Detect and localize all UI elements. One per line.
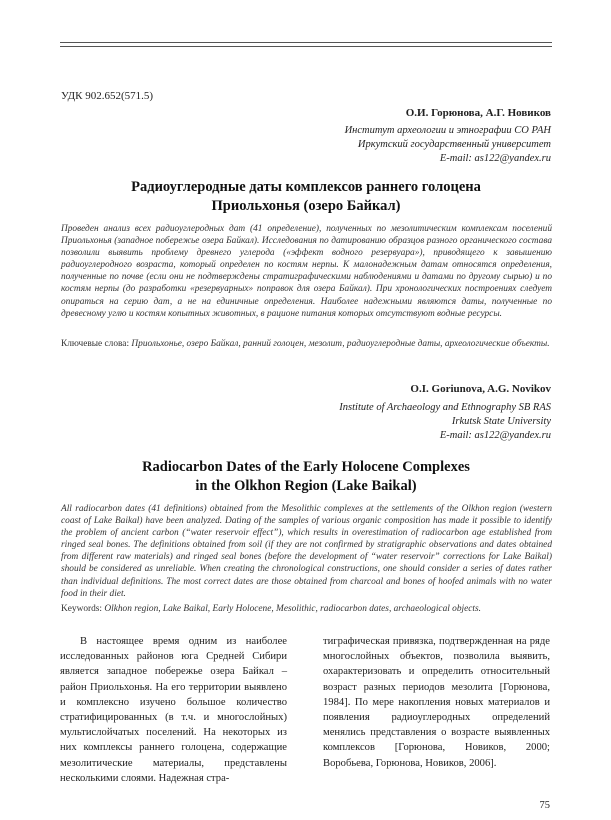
title-ru-line2: Приольхонья (озеро Байкал) bbox=[211, 198, 401, 214]
header-rule-thin bbox=[60, 46, 552, 47]
affiliation-en bbox=[339, 401, 551, 443]
title-en-line1: Radiocarbon Dates of the Early Holocene Complexes bbox=[142, 459, 470, 475]
keywords-en-text: Olkhon region, Lake Baikal, Early Holocene, Mesolithic, radiocarbon dates, archaeological objects. bbox=[104, 604, 481, 614]
udk-code: УДК 902.652(571.5) bbox=[61, 90, 154, 102]
title-en bbox=[60, 458, 552, 496]
keywords-ru bbox=[61, 338, 552, 350]
affiliation-en-2: Irkutsk State University bbox=[451, 416, 551, 427]
affiliation-en-1: Institute of Archaeology and Ethnography SB RAS bbox=[339, 402, 551, 413]
title-en-line2: in the Olkhon Region (Lake Baikal) bbox=[195, 478, 417, 494]
keywords-en-label: Keywords: bbox=[61, 604, 103, 614]
body-column-left: В настоящее время одним из наиболее исследованных районов юга Средней Сибири является западное побережье озера Байкал – район Приольхонья. На его территории выявлено и комплексно изучено большое количество стратифицированных (в т.ч. и многослойных) мультислойчатых поселений. На некоторых из них комплексы раннего голоцена, содержащие мезолитические материалы, представлены несколькими слоями. Надежная стра- bbox=[60, 636, 287, 784]
keywords-en bbox=[61, 603, 552, 615]
title-ru bbox=[60, 178, 552, 216]
body-column-right: тиграфическая привязка, подтвержденная на ряде многослойных объектов, позволила выявить, охарактеризовать и определить относительный возраст разных периодов мезолита [Горюнова, 1984]. По мере накопления новых материалов и появления радиоуглеродных определений менялись представления о возрасте выявленных комплексов [Горюнова, Новиков, 2000; Воробьева, Горюнова, Новиков, 2006]. bbox=[323, 636, 550, 769]
keywords-ru-label: Ключевые слова: bbox=[61, 339, 130, 349]
authors-en: O.I. Goriunova, A.G. Novikov bbox=[410, 383, 551, 395]
affiliation-ru bbox=[345, 124, 551, 166]
header-rule-thick bbox=[60, 42, 552, 43]
abstract-en: All radiocarbon dates (41 definitions) obtained from the Mesolithic complexes at the settlements of the Olkhon region (western coast of Lake Baikal) have been analyzed. Dating of the samples of various organic composition has made it possible to identify the problem of ancient carbon (“water reservoir effect”), which results in overestimation of radiocarbon age established from ringed seal bones. The definitions obtained from soil (if they are not confirmed by stratigraphic observations and dates obtained from different raw materials) and ringed seal bones (before the development of “water reservoir” corrections for Lake Baikal) should be considered as unreliable. When creating the chronological constructions, one should consider a series of dates rather than individual definitions. The most correct dates are those obtained from charcoal and bones of hoofed animals with no water food in their diet. bbox=[61, 504, 552, 599]
email-ru: E-mail: as122@yandex.ru bbox=[439, 153, 551, 164]
abstract-ru: Проведен анализ всех радиоуглеродных дат (41 определение), полученных по мезолитическим комплексам поселений Приольхонья (западное побережье озера Байкал). Исследования по датированию образцов разного органического состава позволили выявить проблему древнего углерода («эффект водного резервуара»), приводящего к завышению радиоуглеродного возраста, который определен по костям нерпы. К малонадежным датам относятся определения, полученные по почве (если они не подтверждены стратиграфическими наблюдениями и датами по другому сырью) и по костям нерпы (до разработки «резервуарных» поправок для озера Байкал). При хронологических построениях следует опираться на серию дат, а не на единичные определения. Наиболее надежными являются даты, полученные по древесному углю и костям копытных животных, в рационе питания которых отсутствуют водные ресурсы. bbox=[61, 224, 552, 319]
email-en: E-mail: as122@yandex.ru bbox=[439, 430, 551, 441]
keywords-ru-text: Приольхонье, озеро Байкал, ранний голоцен, мезолит, радиоуглеродные даты, археологические объекты. bbox=[131, 339, 550, 349]
title-ru-line1: Радиоуглеродные даты комплексов раннего голоцена bbox=[131, 179, 481, 195]
affiliation-ru-2: Иркутский государственный университет bbox=[357, 139, 551, 150]
page-number: 75 bbox=[539, 800, 550, 811]
authors-ru: О.И. Горюнова, А.Г. Новиков bbox=[405, 107, 551, 119]
affiliation-ru-1: Институт археологии и этнографии СО РАН bbox=[344, 125, 551, 136]
